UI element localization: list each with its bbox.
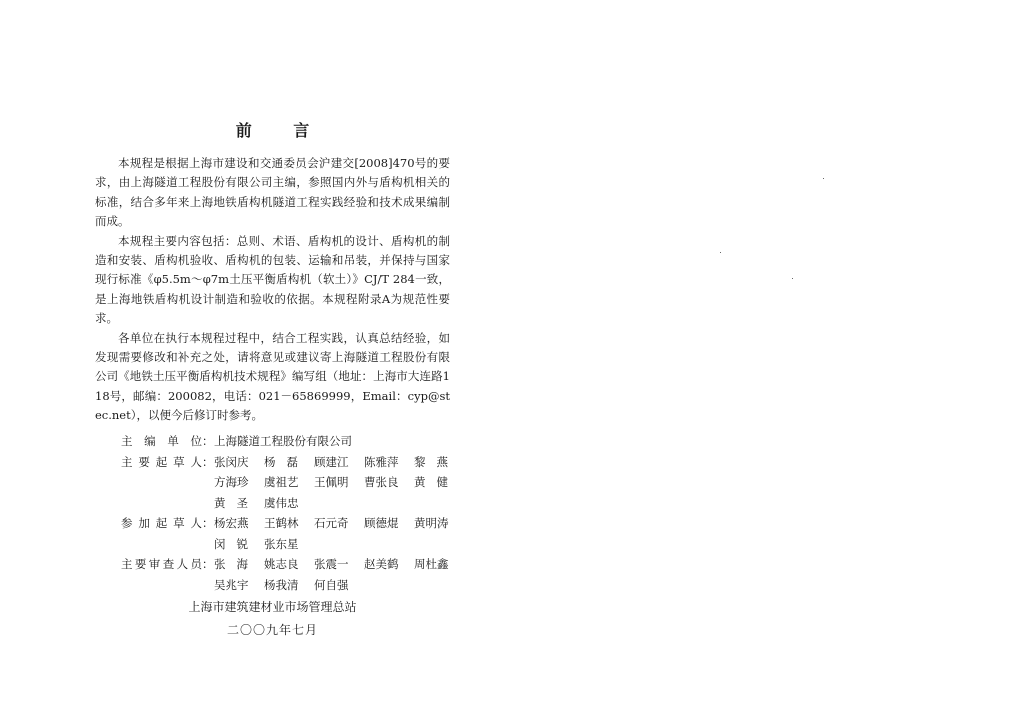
person-name: 张震一 [314, 557, 349, 571]
person-name: 姚志良 [264, 557, 299, 571]
participating-drafters-label: 参加起草人 [121, 516, 202, 530]
main-drafters-label: 主要起草人 [121, 454, 202, 469]
person-name: 杨我清 [264, 577, 299, 592]
credit-row-chief-unit: 主编单位 ： 上海隧道工程股份有限公司 [121, 431, 461, 452]
preface-body [95, 154, 450, 426]
label-spacer [121, 493, 202, 514]
publisher-name: 上海市建筑建材业市场管理总站 [188, 600, 357, 614]
name-list [214, 513, 464, 534]
credit-row-main-reviewers-2 [121, 575, 461, 596]
person-name: 何自强 [314, 577, 349, 592]
person-name: 周杜鑫 [414, 557, 449, 571]
person-name: 黄明涛 [414, 516, 449, 530]
credit-row-main-reviewers-1: 主要审查人员 ： 张海 姚志良 张震一 赵美鹤 周杜鑫 [121, 554, 461, 575]
name-list [214, 493, 314, 514]
person-name: 黄健 [414, 475, 459, 489]
name-list [214, 534, 314, 555]
paragraph-feedback: 各单位在执行本规程过程中，结合工程实践，认真总结经验，如发现需要修改和补充之处，请将意见或建议寄上海隧道工程股份有限公司《地铁土压平衡盾构机技术规程》编写组（地址：上海市大连路118号，邮编：200082，电话：021－65869999，Email：cyp@stec.net），以便今后修订时参考。 [95, 330, 450, 423]
paragraph-contents: 本规程主要内容包括：总则、术语、盾构机的设计、盾构机的制造和安装、盾构机验收、盾构机的包装、运输和吊装，并保持与国家现行标准《φ5.5m～φ7m土压平衡盾构机（软土）》CJ/T 284一致，是上海地铁盾构机设计制造和验收的依据。本规程附录A为规范性要求。 [95, 233, 450, 326]
main-reviewers-label: 主要审查人员 [121, 557, 202, 571]
page-title: 前 言 [235, 121, 328, 140]
label-spacer [121, 534, 202, 555]
person-name: 虞祖艺 [264, 475, 299, 489]
person-name: 石元奇 [314, 516, 349, 530]
chief-unit-value: 上海隧道工程股份有限公司 [214, 434, 352, 448]
scan-speck [823, 178, 824, 179]
person-name: 张东星 [264, 536, 299, 551]
person-name: 杨宏燕 [214, 516, 249, 530]
credit-row-main-drafters-2 [121, 472, 461, 493]
person-name: 黎燕 [414, 454, 459, 469]
person-name: 黄圣 [214, 495, 259, 510]
credits-block [121, 431, 461, 595]
person-name: 张闵庆 [214, 454, 249, 469]
person-name: 吴兆宇 [214, 577, 249, 592]
name-list [214, 554, 464, 575]
person-name: 闵锐 [214, 536, 259, 551]
credit-row-main-drafters-3 [121, 493, 461, 514]
person-name: 顾德焜 [364, 516, 399, 530]
person-name: 王鹤林 [264, 516, 299, 530]
paragraph-basis: 本规程是根据上海市建设和交通委员会沪建交[2008]470号的要求，由上海隧道工程股份有限公司主编，参照国内外与盾构机相关的标准，结合多年来上海地铁盾构机隧道工程实践经验和技术成果编制而成。 [95, 156, 450, 229]
chief-unit-label: 主编单位 [121, 434, 202, 448]
person-name: 方海珍 [214, 475, 249, 489]
name-list [214, 472, 464, 493]
person-name: 张海 [214, 557, 259, 571]
label-spacer [121, 575, 202, 596]
person-name: 杨磊 [264, 454, 309, 469]
person-name: 顾建江 [314, 454, 349, 469]
person-name: 王佩明 [314, 475, 349, 489]
scan-speck [720, 252, 721, 253]
scan-speck [792, 278, 793, 279]
name-list [214, 575, 364, 596]
publication-date: 二〇〇九年七月 [226, 623, 318, 637]
name-list [214, 452, 464, 473]
person-name: 虞伟忠 [264, 495, 299, 510]
person-name: 赵美鹤 [364, 557, 399, 571]
credit-row-participating-drafters-1: 参加起草人 ： 杨宏燕 王鹤林 石元奇 顾德焜 黄明涛 [121, 513, 461, 534]
label-spacer [121, 472, 202, 493]
person-name: 陈雅萍 [364, 454, 399, 469]
person-name: 曹张良 [364, 475, 399, 489]
credit-row-participating-drafters-2 [121, 534, 461, 555]
credit-row-main-drafters-1: 主要起草人 ： 张闵庆 杨磊 顾建江 陈雅萍 黎燕 [121, 452, 461, 473]
